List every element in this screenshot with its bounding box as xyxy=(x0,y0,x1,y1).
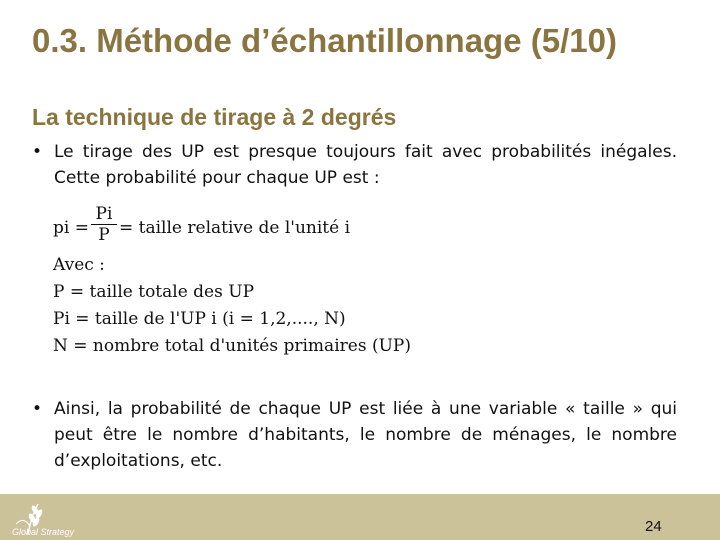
bullet-icon: • xyxy=(32,399,43,419)
slide-subtitle: La technique de tirage à 2 degrés xyxy=(32,104,397,130)
formula-numerator: Pi xyxy=(95,204,113,224)
bullet-text-2: Ainsi, la probabilité de chaque UP est liée à une variable « taille » qui peut être le nombre d’habitants, le nombre de ménages, le nombre d’exploitations, etc. xyxy=(54,399,677,471)
bullet-text-1: Le tirage des UP est presque toujours fait avec probabilités inégales. Cette probabilité pour chaque UP est : xyxy=(54,142,677,188)
slide-title: 0.3. Méthode d’échantillonnage (5/10) xyxy=(32,22,617,59)
formula-line-n: N = nombre total d'unités primaires (UP) xyxy=(53,336,411,356)
footer-band xyxy=(0,494,720,540)
page-number: 24 xyxy=(645,518,662,535)
logo-text: Global Strategy xyxy=(12,527,75,537)
formula-line-p: P = taille totale des UP xyxy=(53,282,255,302)
bullet-item-1 xyxy=(32,139,677,191)
formula-rhs: = taille relative de l'unité i xyxy=(119,218,351,238)
formula-denominator: P xyxy=(98,225,110,245)
formula-fraction xyxy=(91,205,117,244)
formula-line-avec: Avec : xyxy=(53,255,105,275)
formula-lhs: pi = xyxy=(53,218,89,238)
bullet-item-2 xyxy=(32,396,677,474)
formula-line-pi: Pi = taille de l'UP i (i = 1,2,...., N) xyxy=(53,309,346,329)
bullet-icon: • xyxy=(32,142,43,162)
